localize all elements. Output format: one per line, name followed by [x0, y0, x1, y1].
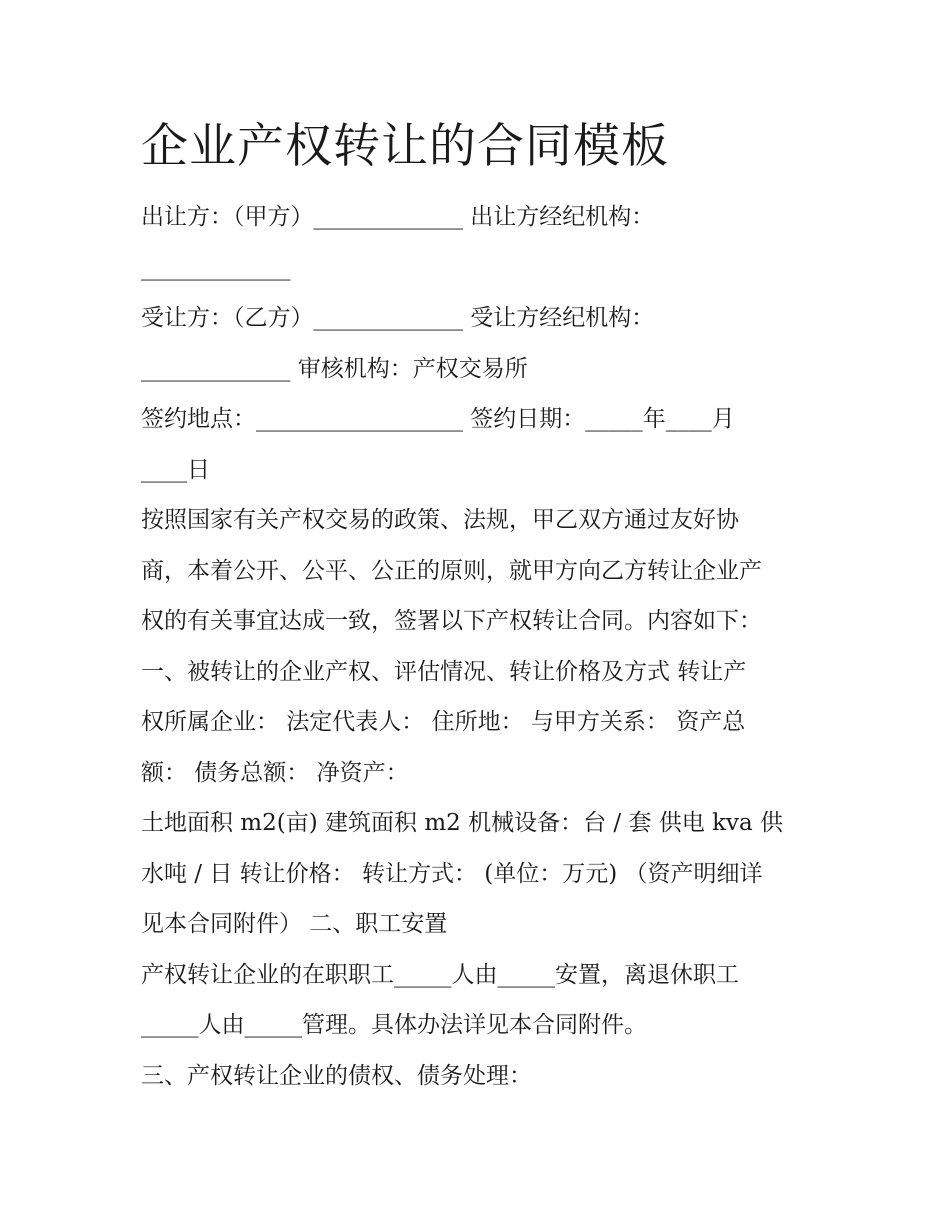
preamble-line-2: 商，本着公开、公平、公正的原则，就甲方向乙方转让企业产	[141, 557, 762, 584]
section-3-heading: 三、产权转让企业的债权、债务处理：	[141, 1062, 532, 1089]
document-title: 企业产权转让的合同模板	[141, 119, 669, 174]
asset-details-line-3: 见本合同附件） 二、职工安置	[141, 911, 448, 937]
staff-placement-line-1: 产权转让企业的在职职工_____人由_____安置，离退休职工	[141, 961, 739, 988]
signing-place-date-line: 签约地点：__________________ 签约日期：_____年____月	[141, 406, 735, 432]
preamble-line-1: 按照国家有关产权交易的政策、法规，甲乙双方通过友好协	[141, 507, 739, 533]
signing-day-line: ____日	[141, 456, 210, 483]
staff-placement-line-2: _____人由_____管理。具体办法详见本合同附件。	[141, 1012, 647, 1038]
section-1-line-3: 额： 债务总额： 净资产：	[141, 759, 409, 786]
buyer-agency-review-line: _____________ 审核机构：产权交易所	[141, 355, 528, 382]
preamble-line-3: 权的有关事宜达成一致，签署以下产权转让合同。内容如下：	[141, 608, 762, 634]
document-body	[141, 192, 821, 1101]
section-1-line-2: 权所属企业： 法定代表人： 住所地： 与甲方关系： 资产总	[141, 709, 746, 735]
buyer-line: 受让方：（乙方）_____________ 受让方经纪机构：	[141, 305, 655, 331]
section-1-line-1: 一、被转让的企业产权、评估情况、转让价格及方式 转让产	[141, 658, 747, 685]
document-page	[141, 116, 821, 1101]
asset-details-line-1: 土地面积 m2(亩) 建筑面积 m2 机械设备：台 / 套 供电 kva 供	[141, 810, 784, 836]
seller-line: 出让方：（甲方）_____________ 出让方经纪机构：	[141, 204, 655, 230]
seller-agency-blank: _____________	[141, 254, 291, 281]
asset-details-line-2: 水吨 / 日 转让价格： 转让方式： (单位：万元) （资产明细详	[141, 860, 763, 887]
